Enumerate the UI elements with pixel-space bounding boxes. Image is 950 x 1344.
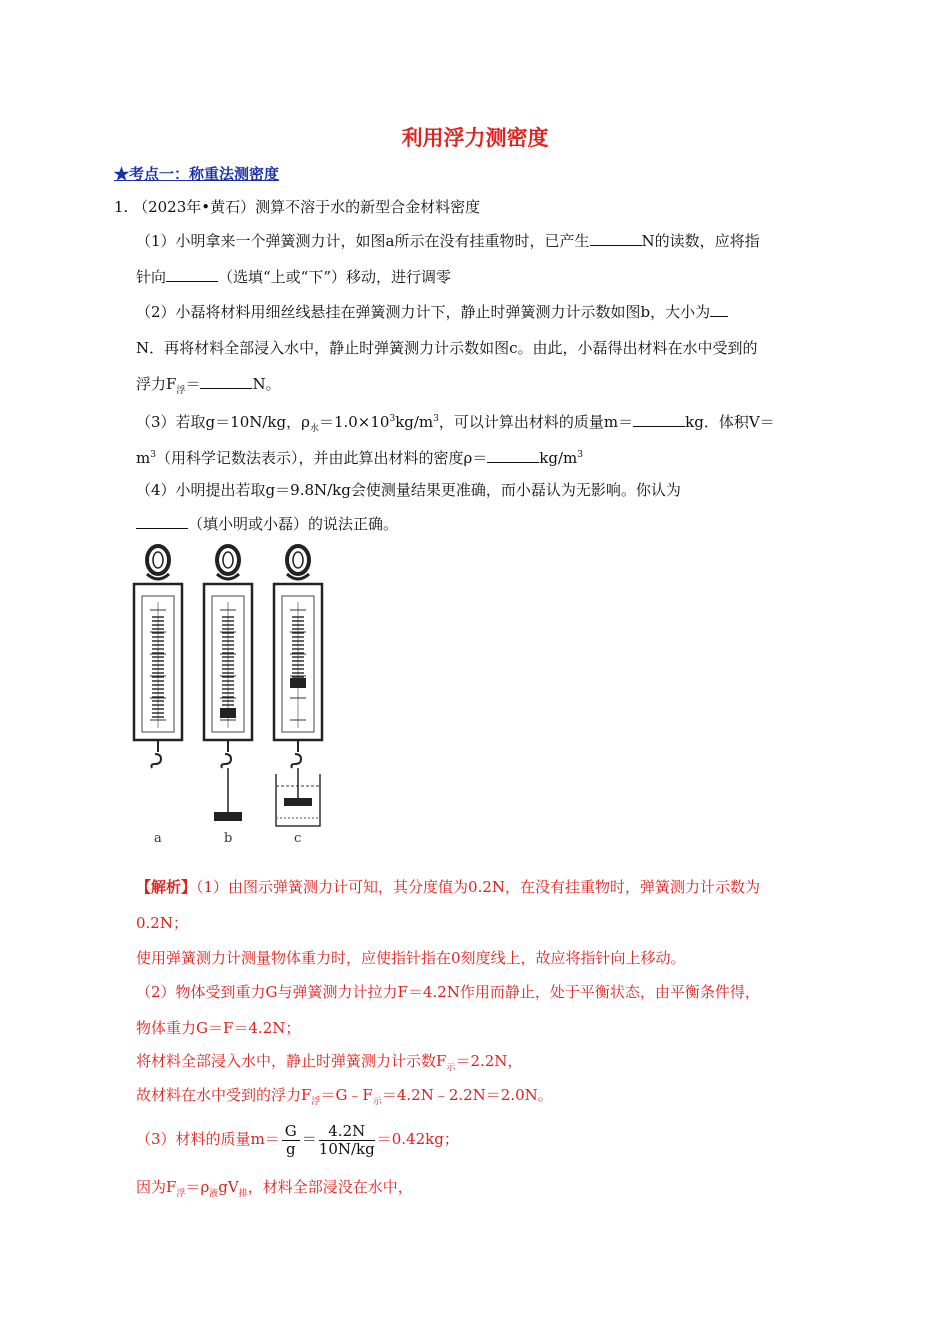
fraction-denominator: 10N/kg [318,1139,375,1158]
subscript: 浮 [176,1189,186,1199]
analysis-text: （3）材料的质量m＝ [136,1130,280,1148]
answer-blank [633,412,685,427]
analysis-text: 因为F [136,1178,177,1196]
analysis-line8 [136,1121,459,1158]
superscript: 3 [433,414,439,424]
part1-line1 [136,231,760,251]
answer-blank [487,448,539,463]
question-stem: 测算不溶于水的新型合金材料密度 [255,198,481,216]
part3-line2 [136,445,583,468]
part2-text: ＝ [185,375,201,393]
analysis-line7 [136,1085,553,1112]
part1-text: （选填“上或“下”）移动，进行调零 [218,268,452,286]
fraction-denominator: g [285,1139,296,1158]
analysis-line6 [136,1051,522,1078]
part4-text: （4）小明提出若取g＝9.8N/kg会使测量结果更准确，而小磊认为无影响。你认为 [136,481,681,499]
part3-text: m [136,449,151,467]
fraction-numerator: 4.2N [319,1123,375,1141]
part1-text: （1）小明拿来一个弹簧测力计，如图a所示在没有挂重物时，已产生 [136,232,590,250]
subscript: 水 [309,424,319,434]
part3-text: （用科学记数法表示），并由此算出材料的密度ρ＝ [155,449,488,467]
fraction-g-over-g [282,1123,300,1158]
analysis-text: 故材料在水中受到的浮力F [136,1086,312,1104]
spring-scale-figure [128,540,328,854]
part4-text: （填小明或小磊）的说法正确。 [188,515,399,533]
figure-label-b: b [224,831,233,846]
part2-line2 [136,338,758,358]
part3-text: ＝1.0×10 [318,413,390,431]
answer-blank [590,231,642,246]
analysis-text: 使用弹簧测力计测量物体重力时，应使指针指在0刻度线上，故应将指针向上移动。 [136,949,686,967]
answer-blank [136,514,188,529]
section-heading: ★考点一：称重法测密度 [114,165,280,183]
superscript: 3 [150,450,156,460]
page-title: 利用浮力测密度 [401,125,549,150]
subscript: 浮 [311,1097,321,1107]
analysis-text: 物体重力G＝F＝4.2N； [136,1019,301,1037]
analysis-text: （1）由图示弹簧测力计可知，其分度值为0.2N，在没有挂重物时，弹簧测力计示数为 [196,878,761,896]
subscript: 液 [209,1189,219,1199]
analysis-line1 [136,877,760,897]
analysis-text: ＝2.2N， [455,1052,523,1070]
part1-text: N的读数，应将指 [641,232,760,250]
part3-text: kg．体积V＝ [685,413,775,431]
part4-line2 [136,514,398,534]
part2-line3 [136,374,281,401]
subscript: 排 [238,1189,248,1199]
equals-sign: ＝ [301,1130,317,1148]
analysis-text: 0.2N； [136,914,188,932]
analysis-line5 [136,1018,300,1038]
part3-text: ，可以计算出材料的质量m＝ [438,413,634,431]
superscript: 3 [577,450,583,460]
part1-text: 针向 [136,268,167,286]
part4-line1 [136,480,681,500]
part2-line1 [136,302,728,322]
answer-blank [710,302,728,317]
analysis-text: 将材料全部浸入水中，静止时弹簧测力计示数F [136,1052,447,1070]
analysis-text: ＝4.2N﹣2.2N＝2.0N。 [381,1086,553,1104]
answer-blank [200,374,252,389]
figure-label-a: a [154,831,162,846]
part2-text: 浮力F [136,375,177,393]
spring-scale-b [204,546,252,821]
question-number: 1. [114,198,129,216]
analysis-text: ，材料全部浸没在水中， [247,1178,413,1196]
part1-line2 [136,267,451,287]
analysis-line9 [136,1177,413,1204]
spring-scale-a [134,546,182,768]
answer-blank [166,267,218,282]
fraction-mass [319,1123,375,1158]
analysis-line3 [136,948,686,968]
analysis-line4 [136,982,760,1002]
figure-label-c: c [294,831,302,846]
part2-text: N。 [252,375,281,393]
part2-text: N．再将材料全部浸入水中，静止时弹簧测力计示数如图c。由此，小磊得出材料在水中受到的 [136,339,758,357]
subscript: 示 [372,1097,382,1107]
spring-scale-c [274,546,322,826]
question-source: （2023年•黄石） [133,198,256,216]
analysis-text: （2）物体受到重力G与弹簧测力计拉力F＝4.2N作用而静止，处于平衡状态，由平衡条件得， [136,983,760,1001]
part3-text: kg/m [395,413,434,431]
part3-text: kg/m [539,449,578,467]
part3-text: （3）若取g＝10N/kg，ρ [136,413,310,431]
fraction-numerator: G [282,1123,300,1141]
analysis-text: ＝G﹣F [320,1086,373,1104]
analysis-line2 [136,913,188,933]
spring-scale-diagram [128,540,328,850]
superscript: 3 [389,414,396,424]
analysis-text: ＝ρ [185,1178,210,1196]
subscript: 浮 [176,386,186,396]
question-line [114,197,480,217]
part2-text: （2）小磊将材料用细丝线悬挂在弹簧测力计下，静止时弹簧测力计示数如图b，大小为 [136,303,711,321]
subscript: 示 [446,1063,456,1073]
analysis-text: gV [218,1178,239,1196]
part3-line1 [136,409,775,439]
analysis-text: ＝0.42kg； [376,1130,459,1148]
analysis-tag: 【解析】 [136,878,197,896]
